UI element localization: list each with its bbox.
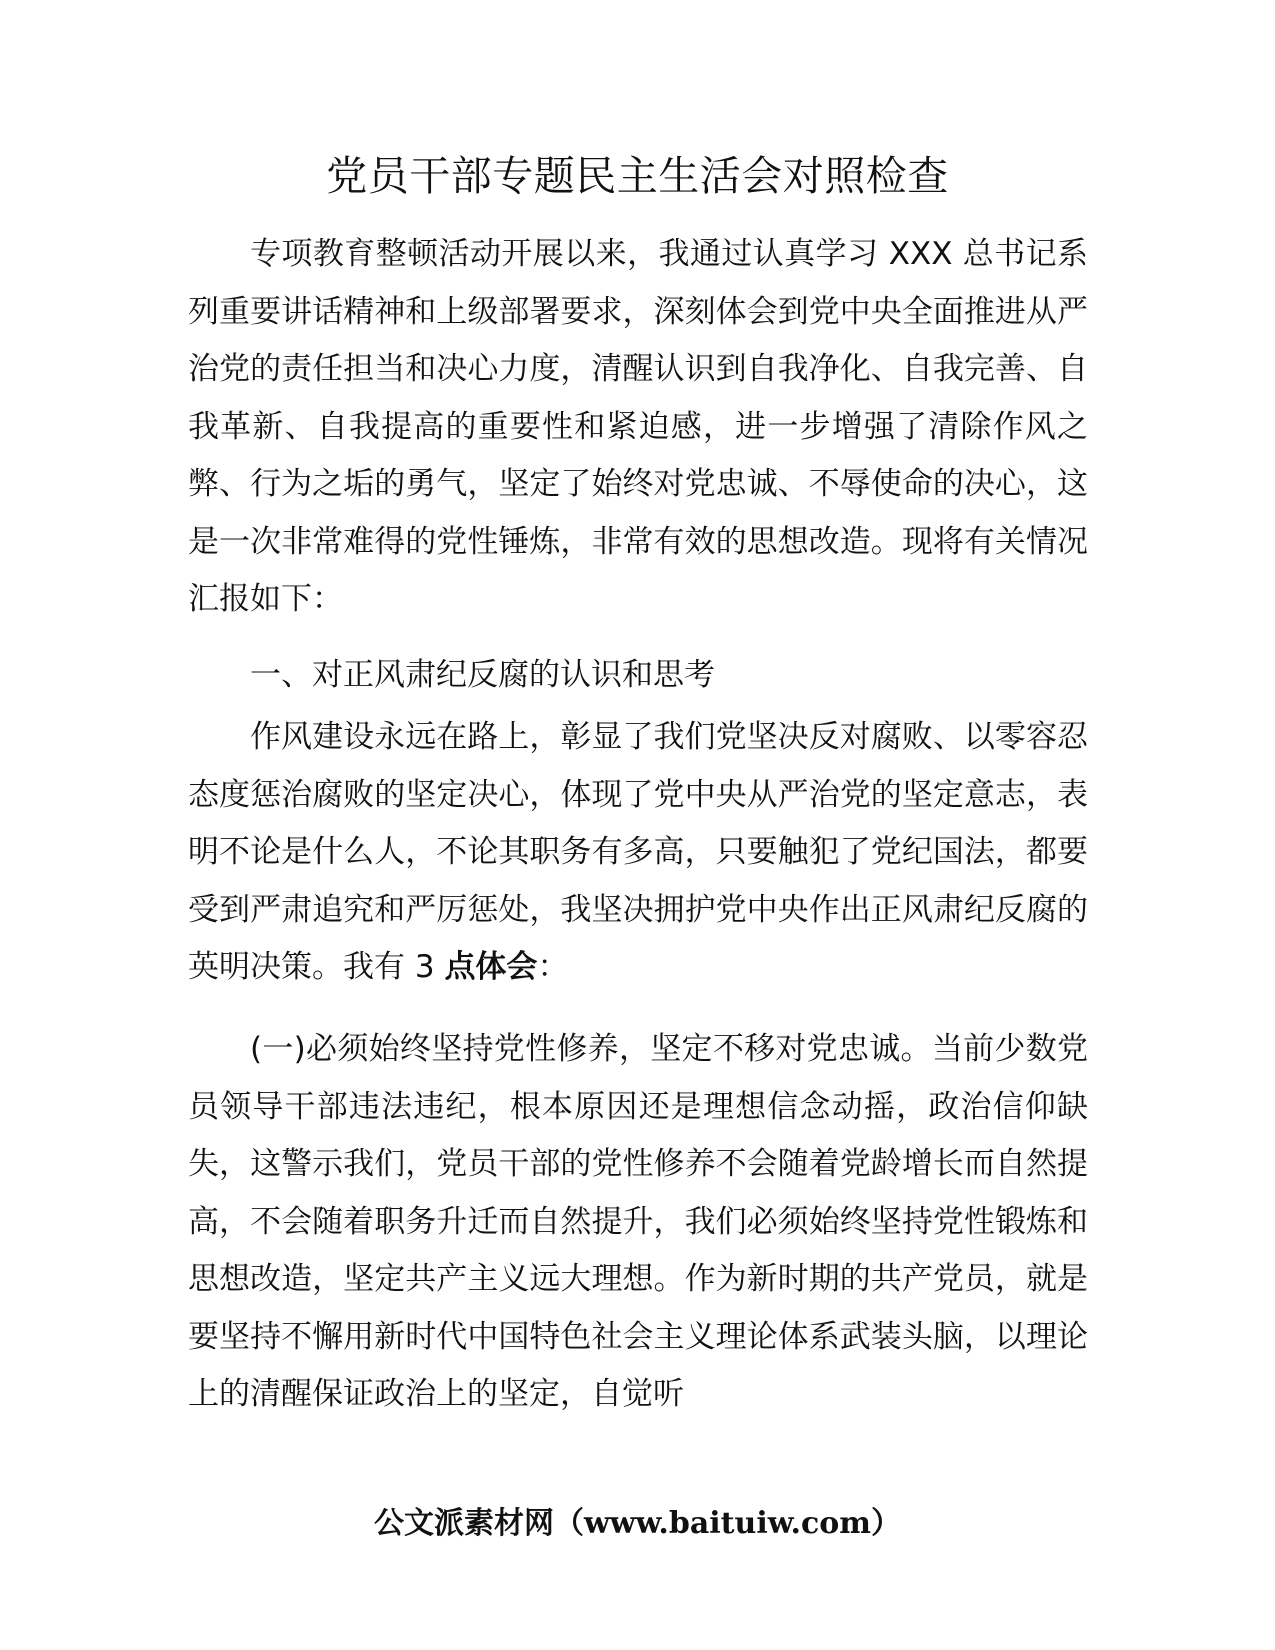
paragraph-section-1-main: 作风建设永远在路上，彰显了我们党坚决反对腐败、以零容忍态度惩治腐败的坚定决心，体现了党中央从严治党的坚定意志，表明不论是什么人，不论其职务有多高，只要触犯了党纪国法，都要受到严肃追究和严厉惩处，我坚决拥护党中央作出正风肃纪反腐的英明决策。我有 3: [188, 719, 1088, 985]
paragraph-point-1-text: (一)必须始终坚持党性修养，坚定不移对党忠诚。当前少数党员领导干部违法违纪，根本原因还是理想信念动摇，政治信仰缺失，这警示我们，党员干部的党性修养不会随着党龄增长而自然提高，不会随着职务升迁而自然提升，我们必须始终坚持党性锻炼和思想改造，坚定共产主义远大理想。作为新时期的共产党员，就是要坚持不懈用新时代中国特色社会主义理论体系武装头脑，以理论上的清醒保证政治上的坚定，自觉听: [188, 1031, 1088, 1412]
section-heading-text: 一、对正风肃纪反腐的认识和思考: [250, 657, 715, 693]
section-heading-1: [188, 647, 1088, 705]
document-title: 党员干部专题民主生活会对照检查: [326, 152, 949, 200]
paragraph-point-1: [188, 1021, 1088, 1424]
footer-watermark: 公文派素材网（www.baituiw.com）: [373, 1506, 902, 1541]
paragraph-section-1-text: [188, 709, 1088, 997]
paragraph-section-1: [188, 709, 1088, 997]
paragraph-section-1-end: ：: [537, 949, 569, 985]
paragraph-intro-text: 专项教育整顿活动开展以来，我通过认真学习 XXX 总书记系列重要讲话精神和上级部署要求，深刻体会到党中央全面推进从严治党的责任担当和决心力度，清醒认识到自我净化、自我完善、自我革新、自我提高的重要性和紧迫感，进一步增强了清除作风之弊、行为之垢的勇气，坚定了始终对党忠诚、不辱使命的决心，这是一次非常难得的党性锤炼，非常有效的思想改造。现将有关情况汇报如下：: [188, 236, 1088, 617]
paragraph-section-1-bold: 点体会: [444, 949, 538, 985]
paragraph-intro: [188, 226, 1088, 629]
